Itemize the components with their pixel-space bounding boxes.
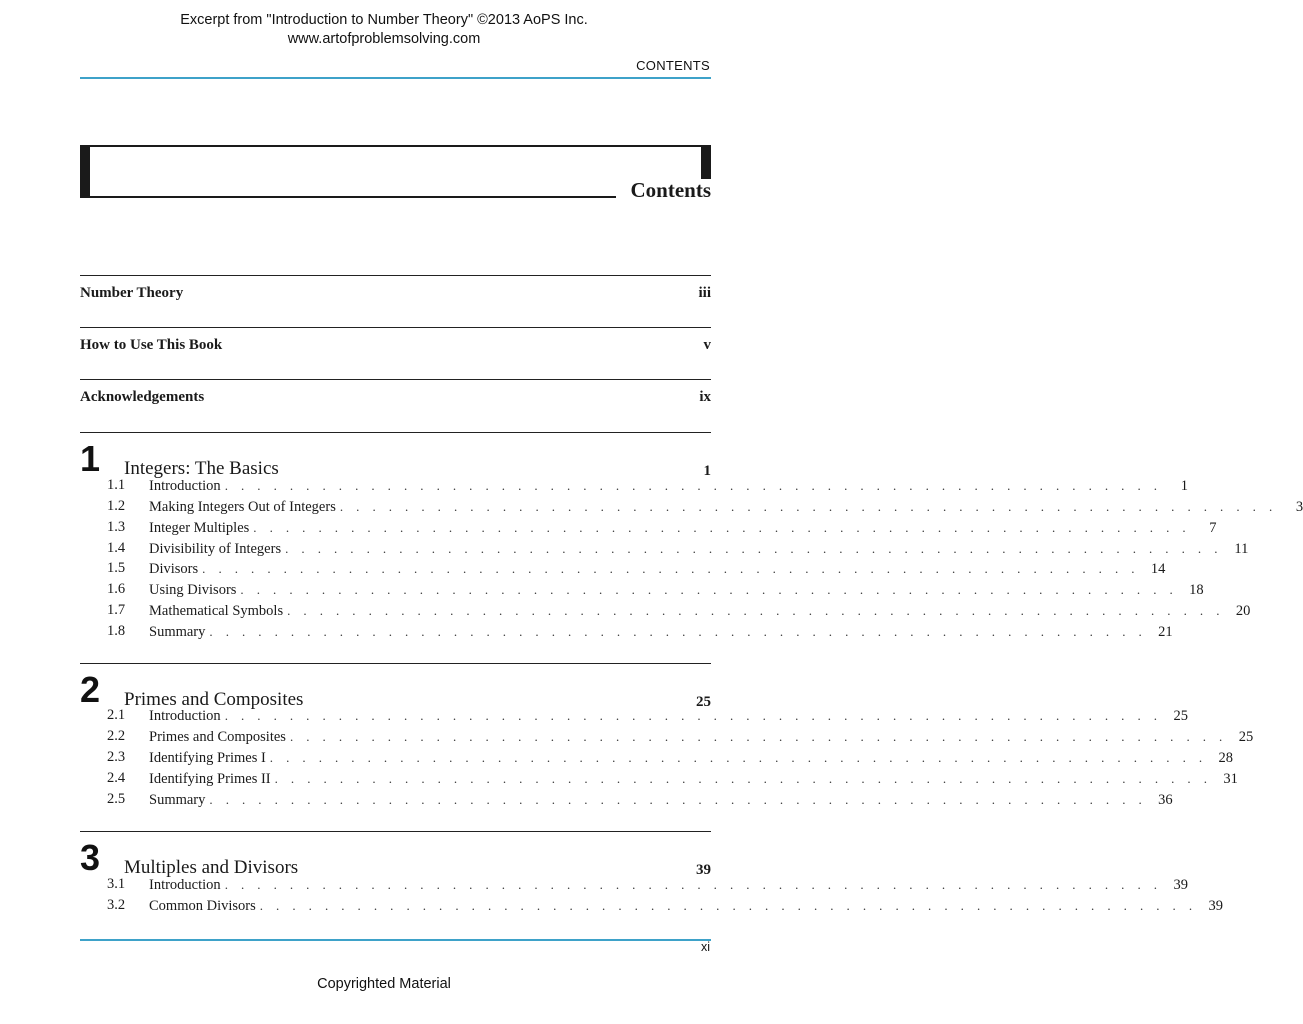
section-label: Common Divisors (149, 898, 256, 914)
dot-leader: . . . . . . . . . . . . . . . . . . . . . . . . . . . . . . . . . . . . . . . . . . . . . . . . . . . . . . . . . . (253, 520, 1191, 535)
toc-entry-page: v (703, 337, 711, 353)
toc-entry-page: iii (698, 285, 711, 301)
dot-leader: . . . . . . . . . . . . . . . . . . . . . . . . . . . . . . . . . . . . . . . . . . . . . . . . . . . . . . . . . . (224, 877, 1162, 892)
section-label: Making Integers Out of Integers (149, 499, 336, 515)
section-number: 2.2 (107, 728, 126, 744)
footer-rule (80, 939, 711, 941)
section-number: 1.5 (107, 560, 126, 576)
toc-section-row[interactable] (107, 768, 1238, 789)
chapter-title[interactable]: Integers: The Basics (124, 458, 279, 479)
section-page: 31 (1223, 771, 1238, 787)
dot-leader: . . . . . . . . . . . . . . . . . . . . . . . . . . . . . . . . . . . . . . . . . . . . . . . . . . . . . . . . . . (240, 582, 1178, 597)
toc-entry-acknowledgements[interactable] (80, 387, 711, 407)
section-page: 11 (1234, 541, 1249, 557)
section-label: Summary (149, 792, 206, 808)
section-label: Introduction (149, 478, 221, 494)
chapter-title[interactable]: Multiples and Divisors (124, 857, 299, 878)
section-label: Integer Multiples (149, 520, 250, 536)
section-label: Introduction (149, 877, 221, 893)
divider (80, 432, 711, 433)
toc-entry-label: How to Use This Book (80, 337, 223, 353)
section-number: 1.6 (107, 581, 126, 597)
section-label: Identifying Primes I (149, 750, 266, 766)
chapter-number: 1 (80, 438, 101, 479)
section-number: 1.7 (107, 602, 126, 618)
running-head: CONTENTS (636, 58, 710, 73)
header-rule (80, 77, 711, 79)
section-label: Identifying Primes II (149, 771, 271, 787)
section-label: Using Divisors (149, 582, 237, 598)
excerpt-url: www.artofproblemsolving.com (287, 31, 481, 47)
copyright-notice: Copyrighted Material (317, 976, 451, 992)
toc-entry-label: Number Theory (80, 285, 184, 301)
dot-leader: . . . . . . . . . . . . . . . . . . . . . . . . . . . . . . . . . . . . . . . . . . . . . . . . . . . . . . . . . . (259, 898, 1197, 913)
chapter-page: 39 (696, 862, 711, 878)
section-number: 2.3 (107, 749, 126, 765)
section-page: 20 (1235, 603, 1251, 619)
section-page: 39 (1208, 898, 1223, 914)
section-number: 1.3 (107, 519, 126, 535)
dot-leader: . . . . . . . . . . . . . . . . . . . . . . . . . . . . . . . . . . . . . . . . . . . . . . . . . . . . . . . . . . (202, 561, 1140, 576)
section-page: 21 (1158, 624, 1173, 640)
toc-entry-label: Acknowledgements (80, 389, 205, 405)
section-label: Introduction (149, 708, 221, 724)
dot-leader: . . . . . . . . . . . . . . . . . . . . . . . . . . . . . . . . . . . . . . . . . . . . . . . . . . . . . . . . . . (339, 499, 1278, 514)
section-number: 2.5 (107, 791, 126, 807)
section-page: 25 (1238, 729, 1254, 745)
section-page: 18 (1189, 582, 1204, 598)
dot-leader: . . . . . . . . . . . . . . . . . . . . . . . . . . . . . . . . . . . . . . . . . . . . . . . . . . . . . . . . . . (274, 771, 1212, 786)
toc-section-row[interactable] (107, 895, 1223, 916)
section-number: 1.8 (107, 623, 126, 639)
section-number: 3.2 (107, 897, 126, 913)
toc-entry-how-to-use[interactable] (80, 335, 711, 355)
section-number: 2.4 (107, 770, 126, 786)
toc-section-row[interactable] (107, 538, 1249, 559)
toc-section-row[interactable] (107, 475, 1188, 496)
frame-left-bar (80, 145, 90, 198)
dot-leader: . . . . . . . . . . . . . . . . . . . . . . . . . . . . . . . . . . . . . . . . . . . . . . . . . . . . . . . . . . (209, 792, 1147, 807)
toc-section-row[interactable] (107, 496, 1303, 517)
chapter-number: 2 (80, 669, 101, 710)
chapter-page: 1 (703, 463, 711, 479)
section-page: 7 (1209, 520, 1217, 536)
toc-entry-number-theory[interactable] (80, 283, 711, 303)
section-page: 28 (1218, 750, 1234, 766)
chapter-page: 25 (696, 694, 711, 710)
dot-leader: . . . . . . . . . . . . . . . . . . . . . . . . . . . . . . . . . . . . . . . . . . . . . . . . . . . . . . . . . . (224, 478, 1162, 493)
section-label: Summary (149, 624, 206, 640)
toc-section-row[interactable] (107, 558, 1166, 579)
dot-leader: . . . . . . . . . . . . . . . . . . . . . . . . . . . . . . . . . . . . . . . . . . . . . . . . . . . . . . . . . . (224, 708, 1162, 723)
toc-section-row[interactable] (107, 747, 1234, 768)
toc-section-row[interactable] (107, 789, 1173, 810)
section-label: Divisibility of Integers (149, 541, 282, 557)
divider (80, 275, 711, 276)
chapter-number: 3 (80, 837, 101, 878)
dot-leader: . . . . . . . . . . . . . . . . . . . . . . . . . . . . . . . . . . . . . . . . . . . . . . . . . . . . . . . . . . (287, 603, 1225, 618)
section-number: 1.4 (107, 540, 126, 556)
toc-section-row[interactable] (107, 600, 1251, 621)
divider (80, 663, 711, 664)
divider (80, 327, 711, 328)
section-page: 39 (1173, 877, 1188, 893)
dot-leader: . . . . . . . . . . . . . . . . . . . . . . . . . . . . . . . . . . . . . . . . . . . . . . . . . . . . . . . . . . (285, 541, 1223, 556)
toc-section-row[interactable] (107, 579, 1204, 600)
section-label: Primes and Composites (149, 729, 286, 745)
frame-right-bar (701, 145, 711, 179)
section-number: 1.2 (107, 498, 126, 514)
section-number: 3.1 (107, 876, 126, 892)
toc-entry-page: ix (699, 389, 711, 405)
dot-leader: . . . . . . . . . . . . . . . . . . . . . . . . . . . . . . . . . . . . . . . . . . . . . . . . . . . . . . . . . . (269, 750, 1208, 765)
section-page: 36 (1158, 792, 1173, 808)
toc-section-row[interactable] (107, 705, 1188, 726)
section-page: 25 (1173, 708, 1188, 724)
section-page: 14 (1150, 561, 1166, 577)
section-page: 3 (1295, 499, 1303, 515)
page-title: Contents (630, 178, 711, 202)
contents-title-frame (80, 145, 711, 199)
dot-leader: . . . . . . . . . . . . . . . . . . . . . . . . . . . . . . . . . . . . . . . . . . . . . . . . . . . . . . . . . . (209, 624, 1147, 639)
section-label: Divisors (149, 561, 199, 577)
chapter-title[interactable]: Primes and Composites (124, 689, 304, 710)
dot-leader: . . . . . . . . . . . . . . . . . . . . . . . . . . . . . . . . . . . . . . . . . . . . . . . . . . . . . . . . . . (289, 729, 1228, 744)
excerpt-line-1: Excerpt from "Introduction to Number Theory" ©2013 AoPS Inc. (180, 12, 588, 28)
frame-bottom-line (80, 196, 616, 198)
divider (80, 831, 711, 832)
section-page: 1 (1180, 478, 1188, 494)
toc-section-row[interactable] (107, 874, 1188, 895)
frame-top-line (80, 145, 711, 147)
toc-section-row[interactable] (107, 726, 1254, 747)
page-folio: xi (700, 940, 710, 954)
divider (80, 379, 711, 380)
toc-section-row[interactable] (107, 517, 1217, 538)
section-number: 1.1 (107, 477, 126, 493)
toc-section-row[interactable] (107, 621, 1173, 642)
section-number: 2.1 (107, 707, 126, 723)
section-label: Mathematical Symbols (149, 603, 284, 619)
